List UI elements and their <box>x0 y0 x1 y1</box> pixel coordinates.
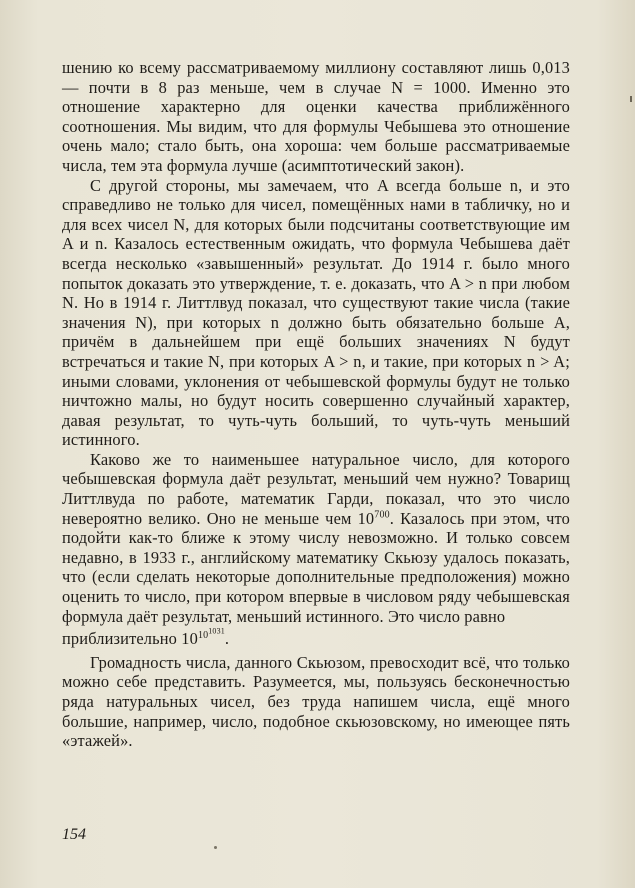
formula-end: . <box>224 629 230 649</box>
formula-lead: приблизительно 10 <box>62 629 198 649</box>
paragraph-2: С другой стороны, мы замечаем, что A всегда больше n, и это справедливо не только для чисел, помещённых нами в табличку, но и для всех чисел N, для которых были подсчитаны соответствующие им A и n. Казалось естественным ожидать, что формула Чебышева даёт всегда несколько «завышенный» результат. До 1914 г. было много попыток доказать это утверждение, т. е. доказать, что A > n при любом N. Но в 1914 г. Литтлвуд показал, что существуют такие числа (такие значения N), при которых n должно быть обязательно больше A, причём в дальнейшем при ещё больших значениях N будут встречаться и такие N, при которых A > n, и такие, при которых n > A; иными словами, уклонения от чебышевской формулы будут не только ничтожно малы, но будут носить совершенно случайный характер, давая результат, то чуть-чуть больший, то чуть-чуть меньший истинного. <box>62 175 570 450</box>
skewes-formula-line <box>62 626 570 649</box>
edge-mark <box>630 96 632 102</box>
page-number: 154 <box>62 826 86 843</box>
body-text <box>62 58 570 751</box>
paragraph-3-text-a: Каково же то наименьшее натуральное число, для которого чебышевская формула даёт результат, меньший чем нужно? Товарищ Литтлвуда по работе, математик Гарди, показал, что это число невероятно велико. Оно не меньше чем 10 <box>62 449 570 528</box>
paragraph-3-text-b: . Казалось при этом, что подойти как-то ближе к этому числу невозможно. И только совсем недавно, в 1933 г., английскому математику Скьюзу удалось показать, что (если сделать некоторые дополнительные предположения) можно оценить то число, при котором впервые в числовом ряду чебышевская формула даёт результат, меньший истинного. Это число равно <box>62 508 570 626</box>
exponent-tower <box>197 626 225 641</box>
paragraph-1: шению ко всему рассматриваемому миллиону составляют лишь 0,013 — почти в 8 раз меньше, чем в случае N = 1000. Именно это отношение характерно для оценки качества приближённого соотношения. Мы видим, что для формулы Чебышева это отношение очень мало; стало быть, она хороша: чем больше рассматриваемые числа, тем эта формула лучше (асимптотический закон). <box>62 58 570 175</box>
paragraph-4: Громадность числа, данного Скьюзом, превосходит всё, что только можно себе представить. Разумеется, мы, пользуясь бесконечностью ряда натуральных чисел, без труда напишем числа, ещё много большие, например, число, подобное скьюзовскому, но имеющее пять «этажей». <box>62 652 570 751</box>
paragraph-3 <box>62 450 570 626</box>
exponent-top: 1031 <box>208 626 225 636</box>
print-speck <box>214 846 217 849</box>
exponent-base: 10 <box>197 629 209 641</box>
exponent-700: 700 <box>374 509 390 521</box>
